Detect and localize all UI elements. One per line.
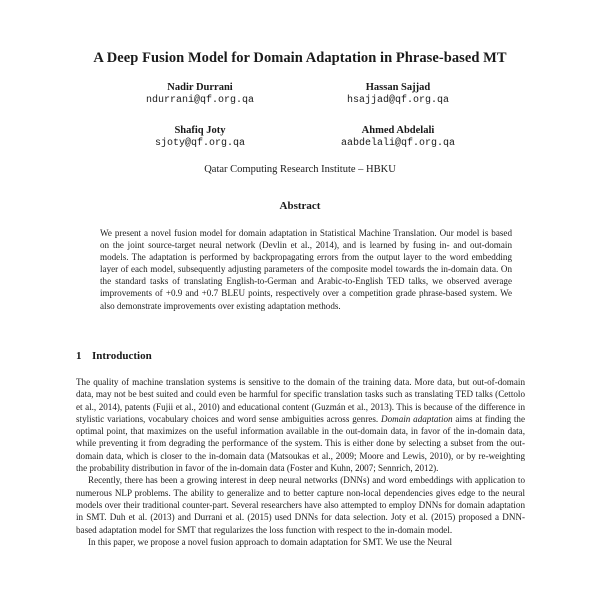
affiliation: Qatar Computing Research Institute – HBKU bbox=[204, 164, 396, 175]
section-heading bbox=[76, 350, 152, 362]
paper-title: A Deep Fusion Model for Domain Adaptation in Phrase-based MT bbox=[93, 50, 507, 66]
abstract-heading: Abstract bbox=[279, 200, 321, 212]
author-block bbox=[100, 81, 300, 107]
abstract-text: We present a novel fusion model for domain adaptation in Statistical Machine Translation. Our model is based on the joint source-target neural network (Devlin et al., 2014), and is learned by fusing in- and out-domain models. The adaptation is performed by backpropagating errors from the output layer to the word embedding layer of each model, subsequently adjusting parameters of the composite model towards the in-domain data. On the standard tasks of translating English-to-German and Arabic-to-English TED talks, we observed average improvements of +0.9 and +0.7 BLEU points, respectively over a competition grade phrase-based system. We also demonstrate improvements over existing adaptation methods. bbox=[100, 228, 512, 311]
section-number: 1 bbox=[76, 350, 82, 362]
paragraph: In this paper, we propose a novel fusion approach to domain adaptation for SMT. We use the Neural bbox=[88, 536, 452, 547]
emphasis-term: Domain adaptation bbox=[381, 413, 453, 424]
author-email: ndurrani@qf.org.qa bbox=[145, 95, 255, 106]
paragraph: Recently, there has been a growing interest in deep neural networks (DNNs) and word embeddings with application to numerous NLP problems. The ability to generalize and to better capture non-local dependencies gives edge to the neural models over their traditional counter-part. Several researchers have also attempted to employ DNNs for domain adaptation in SMT. Duh et al. (2013) and Durrani et al. (2015) used DNNs for data selection. Joty et al. (2015) proposed a DNN-based adaptation model for SMT that regularizes the loss function with respect to the in-domain model. bbox=[76, 475, 525, 535]
section-title: Introduction bbox=[92, 350, 152, 362]
paragraph-text: aims at finding the optimal point, that maximizes on the useful information available in the out-domain data, in favor of the in-domain data, while preventing it from degrading the performance of the system. This is either done by selecting a subset from the out-domain data, which is closer to the in-domain data (Matsoukas et al., 2009; Moore and Lewis, 2010), or by re-weighting the probability distribution in favor of the in-domain data (Foster and Kuhn, 2007; Sennrich, 2012). bbox=[76, 413, 525, 474]
author-name: Nadir Durrani bbox=[167, 82, 233, 93]
author-block bbox=[100, 124, 300, 150]
author-email: aabdelali@qf.org.qa bbox=[340, 138, 456, 149]
author-name: Shafiq Joty bbox=[174, 125, 226, 136]
author-block bbox=[298, 81, 498, 107]
paragraph bbox=[76, 376, 525, 474]
section-body bbox=[76, 376, 525, 548]
author-email: hsajjad@qf.org.qa bbox=[346, 95, 450, 106]
author-email: sjoty@qf.org.qa bbox=[154, 138, 245, 149]
author-block bbox=[298, 124, 498, 150]
paragraph-text: The quality of machine translation systems is sensitive to the domain of the training data. More data, but out-of-domain data, may not be best suited and could even be harmful for specific translation tasks such as translating TED talks (Cettolo et al., 2014), patents (Fujii et al., 2010) and educational content (Guzmán et al., 2013). This is because of the difference in stylistic variations, vocabulary choices and word sense ambiguities across genres. bbox=[76, 377, 525, 424]
author-name: Hassan Sajjad bbox=[365, 82, 431, 93]
author-name: Ahmed Abdelali bbox=[361, 125, 435, 136]
